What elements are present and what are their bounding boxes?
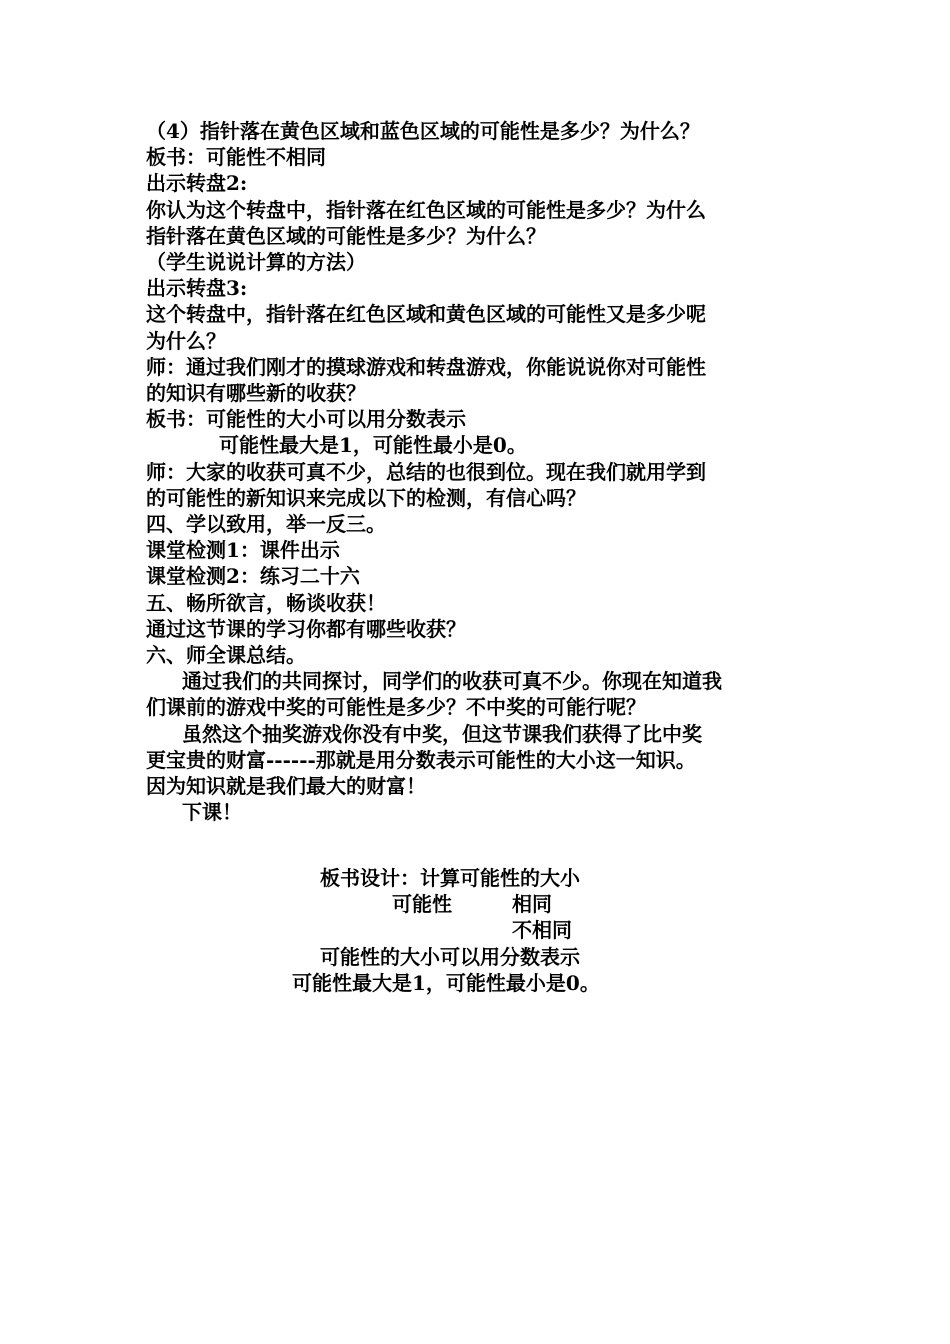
body-line: 出示转盘3:: [146, 276, 248, 301]
body-line: （学生说说计算的方法）: [146, 250, 366, 275]
board-title: 板书设计：计算可能性的大小: [320, 866, 580, 890]
board-different-row: [0, 917, 950, 943]
body-line: 因为知识就是我们最大的财富！: [146, 774, 426, 799]
body-line: 指针落在黄色区域的可能性是多少？为什么？: [146, 223, 546, 248]
body-line: 可能性最大是1，可能性最小是0。: [219, 433, 527, 458]
body-line: 师：大家的收获可真不少，总结的也很到位。现在我们就用学到: [146, 459, 706, 484]
body-line: （4）指针落在黄色区域和蓝色区域的可能性是多少？为什么？: [146, 119, 700, 143]
body-line: 你认为这个转盘中，指针落在红色区域的可能性是多少？为什么: [146, 197, 706, 222]
board-same: 相同: [512, 892, 552, 917]
body-line: 五、畅所欲言，畅谈收获！: [146, 590, 386, 615]
lesson-body: [146, 118, 816, 825]
board-line2-row: [0, 970, 950, 996]
body-line: 板书：可能性的大小可以用分数表示: [146, 407, 466, 432]
body-line: 课堂检测1：课件出示: [146, 538, 340, 563]
body-line: 六、师全课总结。: [146, 643, 306, 668]
body-line: 这个转盘中，指针落在红色区域和黄色区域的可能性又是多少呢: [146, 302, 706, 327]
board-line1-row: [0, 944, 950, 970]
body-line: 通过我们的共同探讨，同学们的收获可真不少。你现在知道我: [182, 669, 722, 694]
board-design: [0, 865, 950, 996]
body-line: 板书：可能性不相同: [146, 145, 326, 170]
body-line: 下课！: [182, 800, 242, 825]
board-line1: 可能性的大小可以用分数表示: [320, 944, 580, 969]
body-line: 为什么？: [146, 328, 226, 353]
board-different: 不相同: [512, 918, 572, 943]
board-title-row: [0, 865, 950, 891]
body-line: 虽然这个抽奖游戏你没有中奖，但这节课我们获得了比中奖: [182, 721, 702, 746]
body-line: 出示转盘2:: [146, 171, 248, 196]
board-line2: 可能性最大是1，可能性最小是0。: [292, 970, 600, 995]
body-line: 的知识有哪些新的收获？: [146, 381, 366, 406]
body-line: 课堂检测2：练习二十六: [146, 564, 360, 589]
body-line: 的可能性的新知识来完成以下的检测，有信心吗？: [146, 485, 586, 510]
body-line: 通过这节课的学习你都有哪些收获？: [146, 616, 466, 641]
body-line: 师：通过我们刚才的摸球游戏和转盘游戏，你能说说你对可能性: [146, 354, 706, 379]
body-line: 们课前的游戏中奖的可能性是多少？不中奖的可能行呢？: [146, 695, 646, 720]
body-line: 更宝贵的财富------那就是用分数表示可能性的大小这一知识。: [146, 747, 696, 772]
board-label-row: [0, 891, 950, 917]
board-label: 可能性: [392, 892, 452, 917]
body-line: 四、学以致用，举一反三。: [146, 512, 386, 537]
